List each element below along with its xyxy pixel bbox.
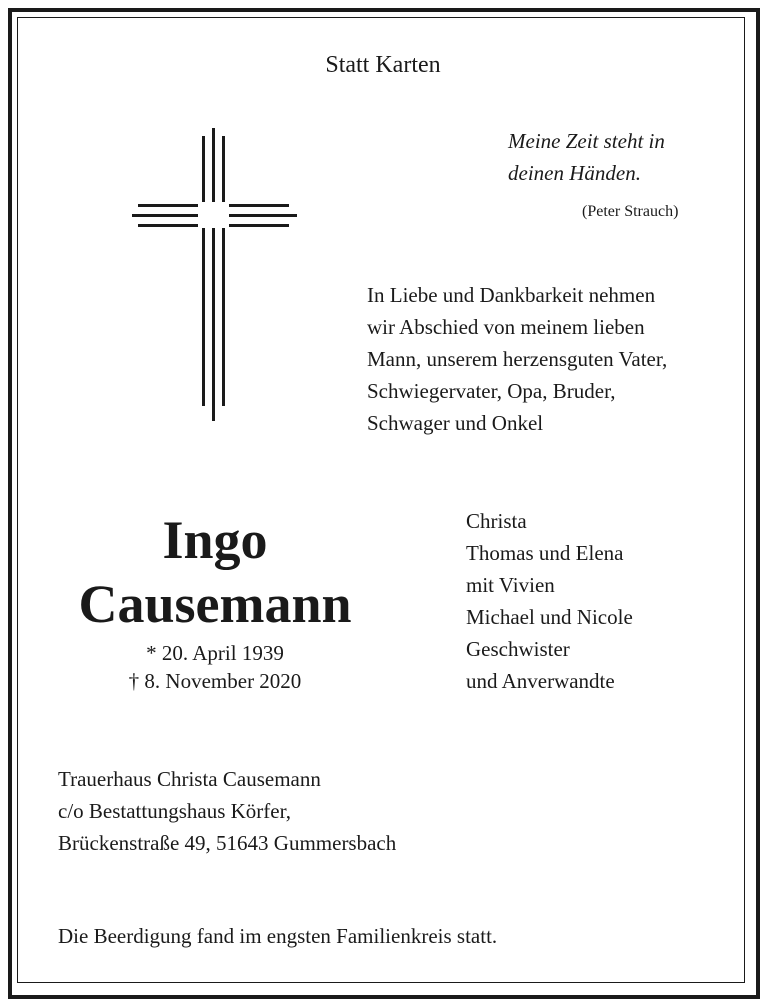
mourner-item: und Anverwandte (466, 669, 615, 693)
intro-line-5: Schwager und Onkel (367, 411, 544, 435)
mourner-item: Thomas und Elena (466, 541, 624, 565)
quote-line-2: deinen Händen. (508, 161, 641, 185)
deceased-first-name: Ingo (162, 510, 268, 570)
cross-icon (130, 128, 300, 423)
address-line-2: c/o Bestattungshaus Körfer, (58, 799, 292, 823)
address-line-3: Brückenstraße 49, 51643 Gummersbach (58, 831, 397, 855)
intro-line-3: Mann, unserem herzensguten Vater, (367, 347, 668, 371)
intro-line-2: wir Abschied von meinem lieben (367, 315, 645, 339)
closing-note: Die Beerdigung fand im engsten Familienkreis statt. (58, 924, 498, 948)
deceased-last-name: Causemann (78, 574, 352, 634)
page-title: Statt Karten (325, 52, 441, 78)
mourner-item: mit Vivien (466, 573, 555, 597)
quote-line-1: Meine Zeit steht in (508, 129, 665, 153)
quote-author: (Peter Strauch) (582, 203, 679, 220)
intro-line-1: In Liebe und Dankbarkeit nehmen (367, 283, 656, 307)
mourner-item: Michael und Nicole (466, 605, 633, 629)
mourner-item: Christa (466, 509, 527, 533)
mourner-item: Geschwister (466, 637, 570, 661)
address-line-1: Trauerhaus Christa Causemann (58, 767, 321, 791)
death-date: † 8. November 2020 (128, 669, 302, 693)
intro-line-4: Schwiegervater, Opa, Bruder, (367, 379, 616, 403)
birth-date: * 20. April 1939 (146, 641, 284, 665)
